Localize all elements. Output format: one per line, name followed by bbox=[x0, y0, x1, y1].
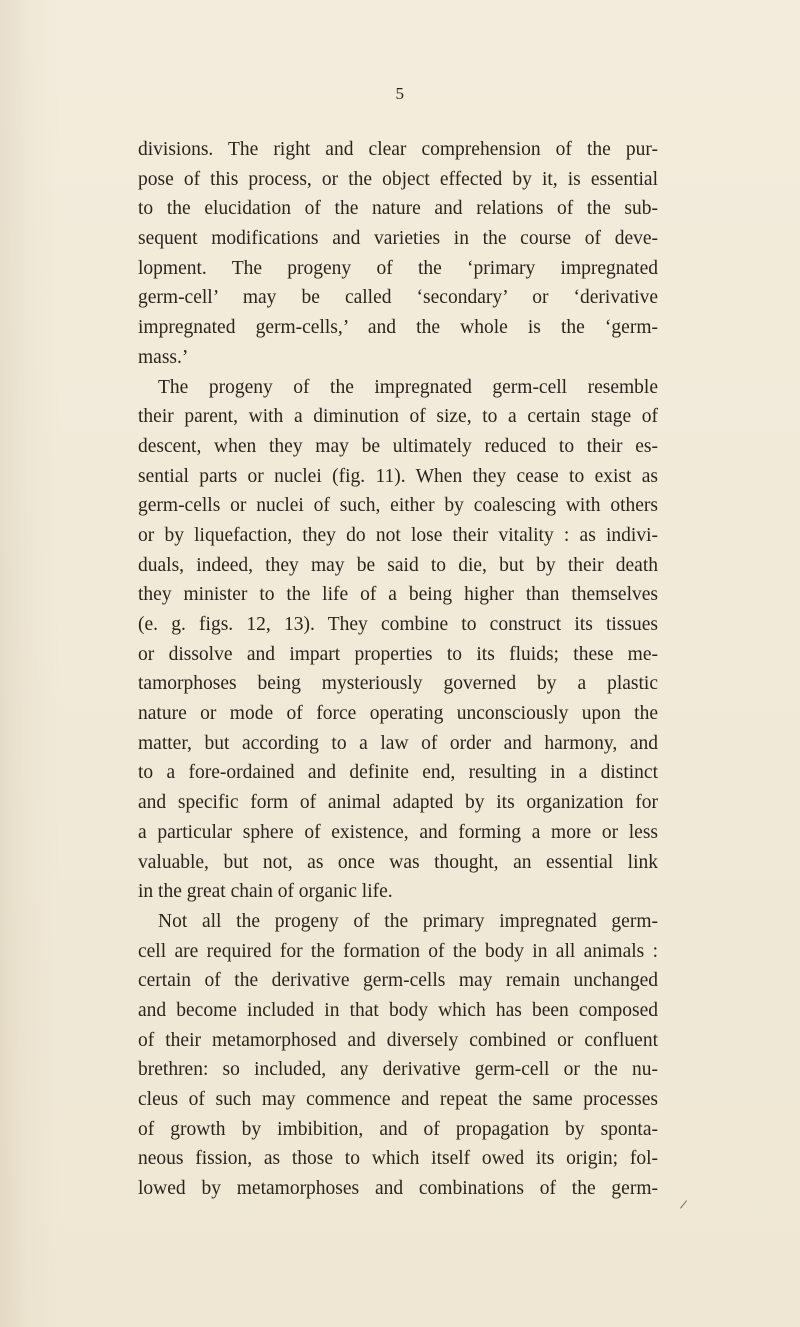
text-line: sequent modifications and varieties in the course of deve- bbox=[138, 228, 658, 250]
text-line: duals, indeed, they may be said to die, but by their death bbox=[138, 554, 658, 576]
text-line: descent, when they may be ultimately reduced to their es- bbox=[138, 435, 658, 457]
stray-mark: / bbox=[678, 1197, 688, 1214]
text-line: to a fore-ordained and definite end, resulting in a distinct bbox=[138, 762, 658, 784]
text-line: cell are required for the formation of the body in all animals : bbox=[138, 940, 658, 962]
text-line: or by liquefaction, they do not lose their vitality : as indivi- bbox=[138, 524, 658, 546]
text-line: cleus of such may commence and repeat the same processes bbox=[138, 1089, 658, 1110]
text-line: of growth by imbibition, and of propagation by sponta- bbox=[138, 1118, 658, 1140]
text-line: (e. g. figs. 12, 13). They combine to construct its tissues bbox=[138, 614, 658, 635]
body-text bbox=[138, 135, 658, 1204]
text-line: to the elucidation of the nature and relations of the sub- bbox=[138, 198, 658, 220]
text-line: sential parts or nuclei (fig. 11). When they cease to exist as bbox=[138, 465, 658, 487]
text-line: or dissolve and impart properties to its fluids; these me- bbox=[138, 643, 658, 665]
text-line: brethren: so included, any derivative germ-cell or the nu- bbox=[138, 1059, 658, 1081]
text-line: nature or mode of force operating unconsciously upon the bbox=[138, 703, 658, 725]
text-line: impregnated germ-cells,’ and the whole is the ‘germ- bbox=[138, 317, 658, 339]
text-line: lowed by metamorphoses and combinations of the germ- bbox=[138, 1178, 658, 1200]
text-line: of their metamorphosed and diversely combined or confluent bbox=[138, 1029, 658, 1051]
text-line: The progeny of the impregnated germ-cell resemble bbox=[158, 376, 658, 398]
text-line: Not all the progeny of the primary impregnated germ- bbox=[158, 910, 658, 932]
text-line: their parent, with a diminution of size, to a certain stage of bbox=[138, 406, 658, 428]
text-line: germ-cells or nuclei of such, either by coalescing with others bbox=[138, 495, 658, 517]
text-line: valuable, but not, as once was thought, an essential link bbox=[138, 851, 658, 873]
text-line: a particular sphere of existence, and forming a more or less bbox=[138, 821, 658, 843]
text-line: germ-cell’ may be called ‘secondary’ or ‘derivative bbox=[138, 287, 658, 309]
text-line: and specific form of animal adapted by its organization for bbox=[138, 792, 658, 814]
text-line: certain of the derivative germ-cells may remain unchanged bbox=[138, 970, 658, 992]
text-line: in the great chain of organic life. bbox=[138, 881, 393, 903]
text-line: tamorphoses being mysteriously governed by a plastic bbox=[138, 673, 658, 695]
page-number: 5 bbox=[395, 84, 405, 103]
text-line: pose of this process, or the object effected by it, is essential bbox=[138, 168, 658, 190]
text-line: lopment. The progeny of the ‘primary impregnated bbox=[138, 257, 658, 279]
text-line: and become included in that body which has been composed bbox=[138, 999, 658, 1021]
text-line: mass.’ bbox=[138, 346, 189, 368]
text-line: matter, but according to a law of order and harmony, and bbox=[138, 732, 658, 754]
text-line: they minister to the life of a being higher than themselves bbox=[138, 584, 658, 606]
text-line: divisions. The right and clear comprehension of the pur- bbox=[138, 139, 658, 160]
text-line: neous fission, as those to which itself owed its origin; fol- bbox=[138, 1148, 658, 1170]
